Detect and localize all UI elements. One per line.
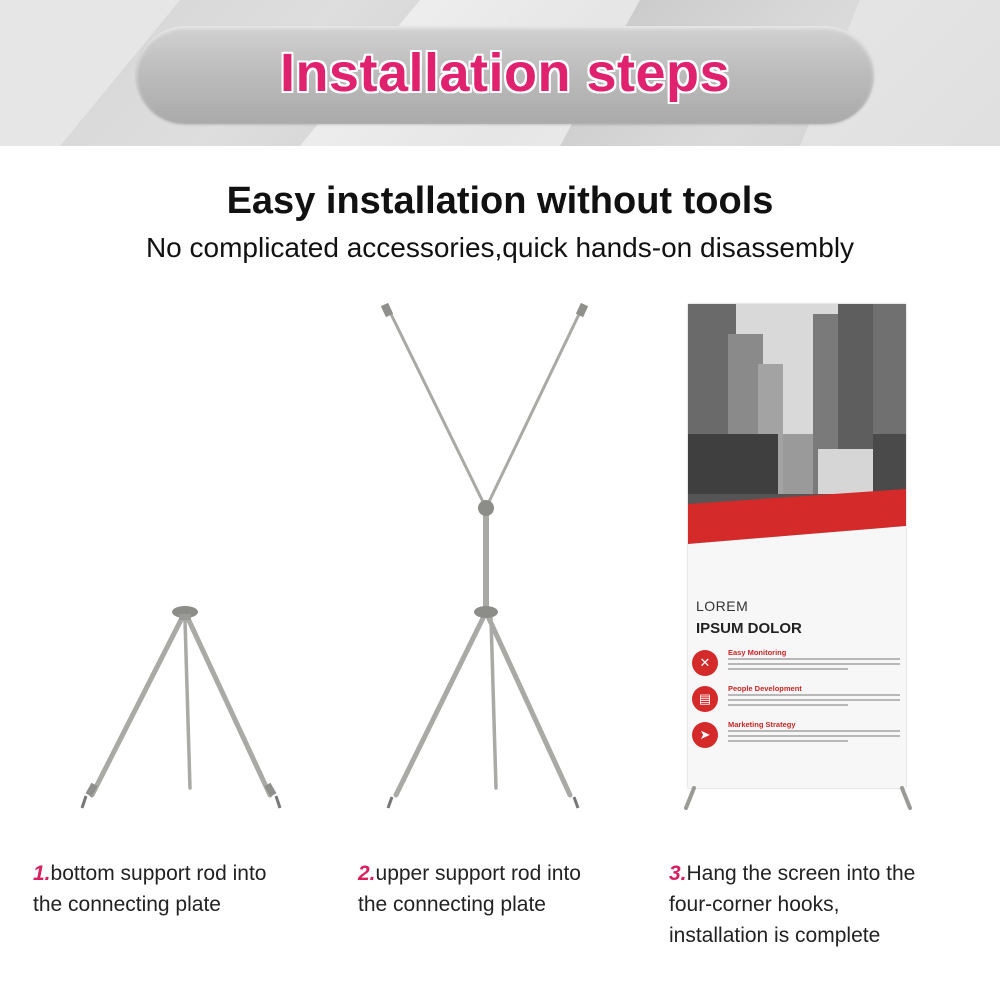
banner-heading-light: LOREM — [696, 598, 749, 614]
banner-item-title: Marketing Strategy — [728, 720, 796, 729]
placeholder-text-lines — [728, 658, 900, 673]
page-title: Installation steps — [279, 43, 731, 103]
banner-heading-bold: IPSUM DOLOR — [696, 620, 802, 637]
banner-item-title: Easy Monitoring — [728, 648, 787, 657]
step-text: the connecting plate — [358, 893, 546, 916]
banner-item — [692, 648, 902, 682]
step-text: installation is complete — [669, 924, 881, 947]
tripod-with-upper-rods-illustration — [370, 300, 600, 820]
step-text: four-corner hooks, — [669, 893, 840, 916]
step-text: upper support rod into — [375, 862, 581, 885]
title-pill — [136, 26, 874, 124]
step-3-caption — [669, 858, 915, 951]
subheadline: No complicated accessories,quick hands-on disassembly — [145, 232, 855, 263]
banner-item-title: People Development — [728, 684, 802, 693]
header-band — [0, 0, 1000, 146]
banner-item — [692, 720, 902, 754]
placeholder-text-lines — [728, 694, 900, 709]
step-text: Hang the screen into the — [686, 862, 916, 885]
step-text: the connecting plate — [33, 893, 221, 916]
step-number: 3. — [669, 862, 687, 885]
chart-icon: ▤ — [692, 686, 718, 712]
step-number: 1. — [33, 862, 51, 885]
tripod-base-illustration — [70, 590, 300, 820]
banner-stand-feet — [680, 786, 916, 812]
step-1-caption — [33, 858, 266, 920]
headline: Easy installation without tools — [226, 180, 774, 222]
banner-display — [688, 304, 906, 788]
step-text: bottom support rod into — [50, 862, 267, 885]
banner-item — [692, 684, 902, 718]
step-2-caption — [358, 858, 581, 920]
tools-icon: ✕ — [692, 650, 718, 676]
city-street-photo — [688, 304, 906, 554]
placeholder-text-lines — [728, 730, 900, 745]
step-number: 2. — [358, 862, 376, 885]
cursor-icon: ➤ — [692, 722, 718, 748]
